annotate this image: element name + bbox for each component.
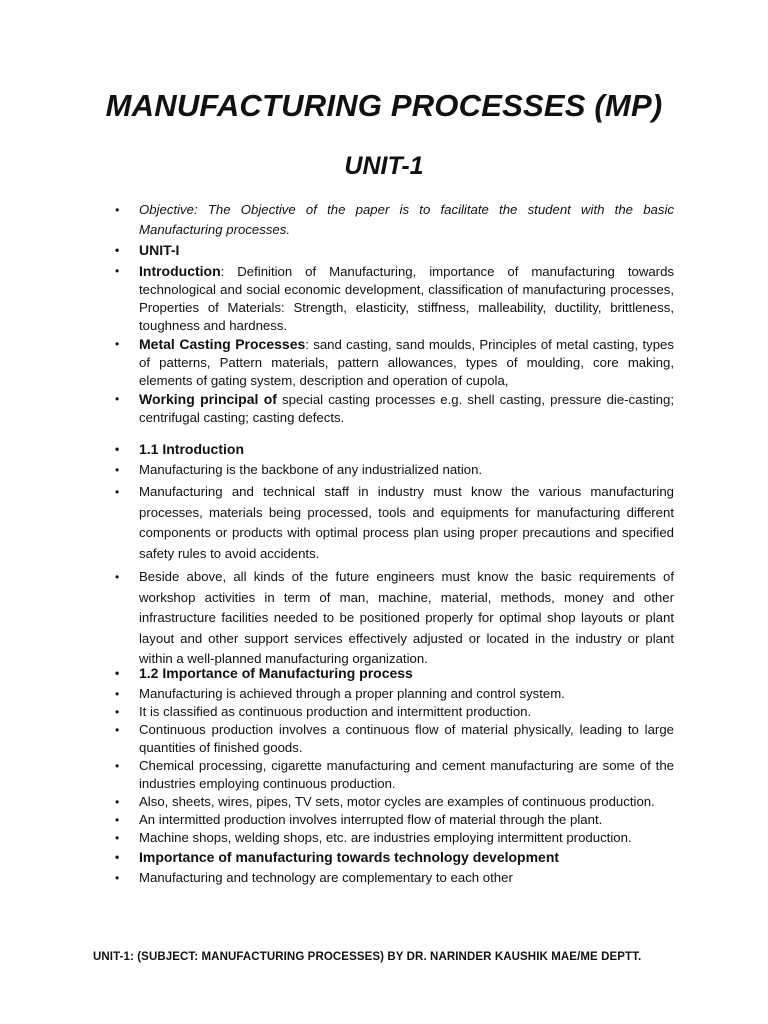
bullet-icon: • [115, 723, 120, 737]
list-item-text: Manufacturing is achieved through a proper planning and control system. [139, 686, 565, 701]
list-item-text: Manufacturing is the backbone of any industrialized nation. [139, 462, 483, 477]
section-1-2-heading-item [114, 664, 674, 682]
bullet-icon: • [115, 337, 120, 351]
list-item-text: Chemical processing, cigarette manufacturing and cement manufacturing are some of the industries employing continuous production. [139, 758, 674, 791]
list-item-text: Beside above, all kinds of the future engineers must know the basic requirements of workshop activities in term of man, machine, material, methods, money and other infrastructure facilities needed to be positioned properly for optimal shop layouts or plant layout and other support services effectively adjusted or located in the industry or plant within a well-planned manufacturing organization. [139, 569, 674, 666]
list-item [114, 793, 674, 811]
list-item-unit-heading [114, 241, 674, 259]
bullet-icon: • [115, 442, 120, 456]
bullet-icon: • [115, 264, 120, 278]
bullet-icon: • [115, 831, 120, 845]
list-item-objective [114, 200, 674, 240]
bullet-icon: • [115, 392, 120, 406]
section-heading: Importance of manufacturing towards technology development [139, 849, 560, 865]
bullet-icon: • [115, 759, 120, 773]
metal-casting-text: : sand casting, sand moulds, Principles of metal casting, types of patterns, Pattern materials, pattern allowances, types of moulding, core making, elements of gating system, description and operation of cupola, [139, 337, 674, 388]
document-title: MANUFACTURING PROCESSES (MP) [105, 88, 663, 123]
list-item [114, 757, 674, 793]
list-item [114, 703, 674, 721]
bullet-icon: • [115, 666, 120, 680]
unit-heading: UNIT-I [139, 242, 180, 258]
bullet-icon: • [115, 243, 120, 257]
list-item [114, 721, 674, 757]
list-item [114, 869, 674, 887]
page-footer: UNIT-1: (SUBJECT: MANUFACTURING PROCESSES) BY DR. NARINDER KAUSHIK MAE/ME DEPTT. [93, 951, 642, 963]
bullet-icon: • [115, 687, 120, 701]
list-item-text: An intermitted production involves interrupted flow of material through the plant. [139, 812, 603, 827]
list-item [114, 482, 674, 564]
bullet-icon: • [115, 705, 120, 719]
section-1-1-heading-item [114, 440, 674, 458]
list-item [114, 811, 674, 829]
section-heading: 1.1 Introduction [139, 441, 244, 457]
list-item [114, 829, 674, 847]
bullet-icon: • [115, 850, 120, 864]
introduction-text: : Definition of Manufacturing, importance of manufacturing towards technological and social economic development, classification of manufacturing processes, Properties of Materials: Strength, elasticity, stiffness, malleability, ductility, brittleness, toughness and hardness. [139, 264, 674, 333]
list-item-working-principal [114, 390, 674, 427]
syllabus-list [114, 200, 674, 427]
working-principal-label: Working principal of [139, 391, 277, 407]
section-1-1-list [114, 440, 674, 670]
bullet-icon: • [115, 795, 120, 809]
list-item [114, 567, 674, 670]
list-item-text: Continuous production involves a continuous flow of material physically, leading to large quantities of finished goods. [139, 722, 674, 755]
bullet-icon: • [115, 570, 120, 584]
objective-text: Objective: The Objective of the paper is to facilitate the student with the basic Manufacturing processes. [139, 202, 674, 237]
section-1-2-list [114, 664, 674, 887]
list-item-text: It is classified as continuous production and intermittent production. [139, 704, 532, 719]
list-item-text: Also, sheets, wires, pipes, TV sets, motor cycles are examples of continuous production. [139, 794, 655, 809]
unit-title: UNIT-1 [344, 152, 424, 180]
bullet-icon: • [115, 871, 120, 885]
metal-casting-label: Metal Casting Processes [139, 336, 306, 352]
working-principal-text: special casting processes e.g. shell casting, pressure die-casting; centrifugal casting; casting defects. [139, 392, 675, 425]
list-item [114, 685, 674, 703]
bullet-icon: • [115, 813, 120, 827]
bullet-icon: • [115, 485, 120, 499]
section-heading: 1.2 Importance of Manufacturing process [139, 665, 413, 681]
bullet-icon: • [115, 463, 120, 477]
list-item-text: Manufacturing and technology are complementary to each other [139, 870, 513, 885]
section-tech-heading-item [114, 848, 674, 866]
bullet-icon: • [115, 203, 120, 217]
list-item-text: Machine shops, welding shops, etc. are industries employing intermittent production. [139, 830, 632, 845]
list-item-text: Manufacturing and technical staff in industry must know the various manufacturing processes, materials being processed, tools and equipments for manufacturing different components or products with optimal process plan using proper precautions and specified safety rules to avoid accidents. [139, 484, 674, 561]
list-item-introduction [114, 262, 674, 335]
list-item-metal-casting [114, 335, 674, 390]
list-item [114, 461, 674, 479]
introduction-label: Introduction [139, 263, 221, 279]
